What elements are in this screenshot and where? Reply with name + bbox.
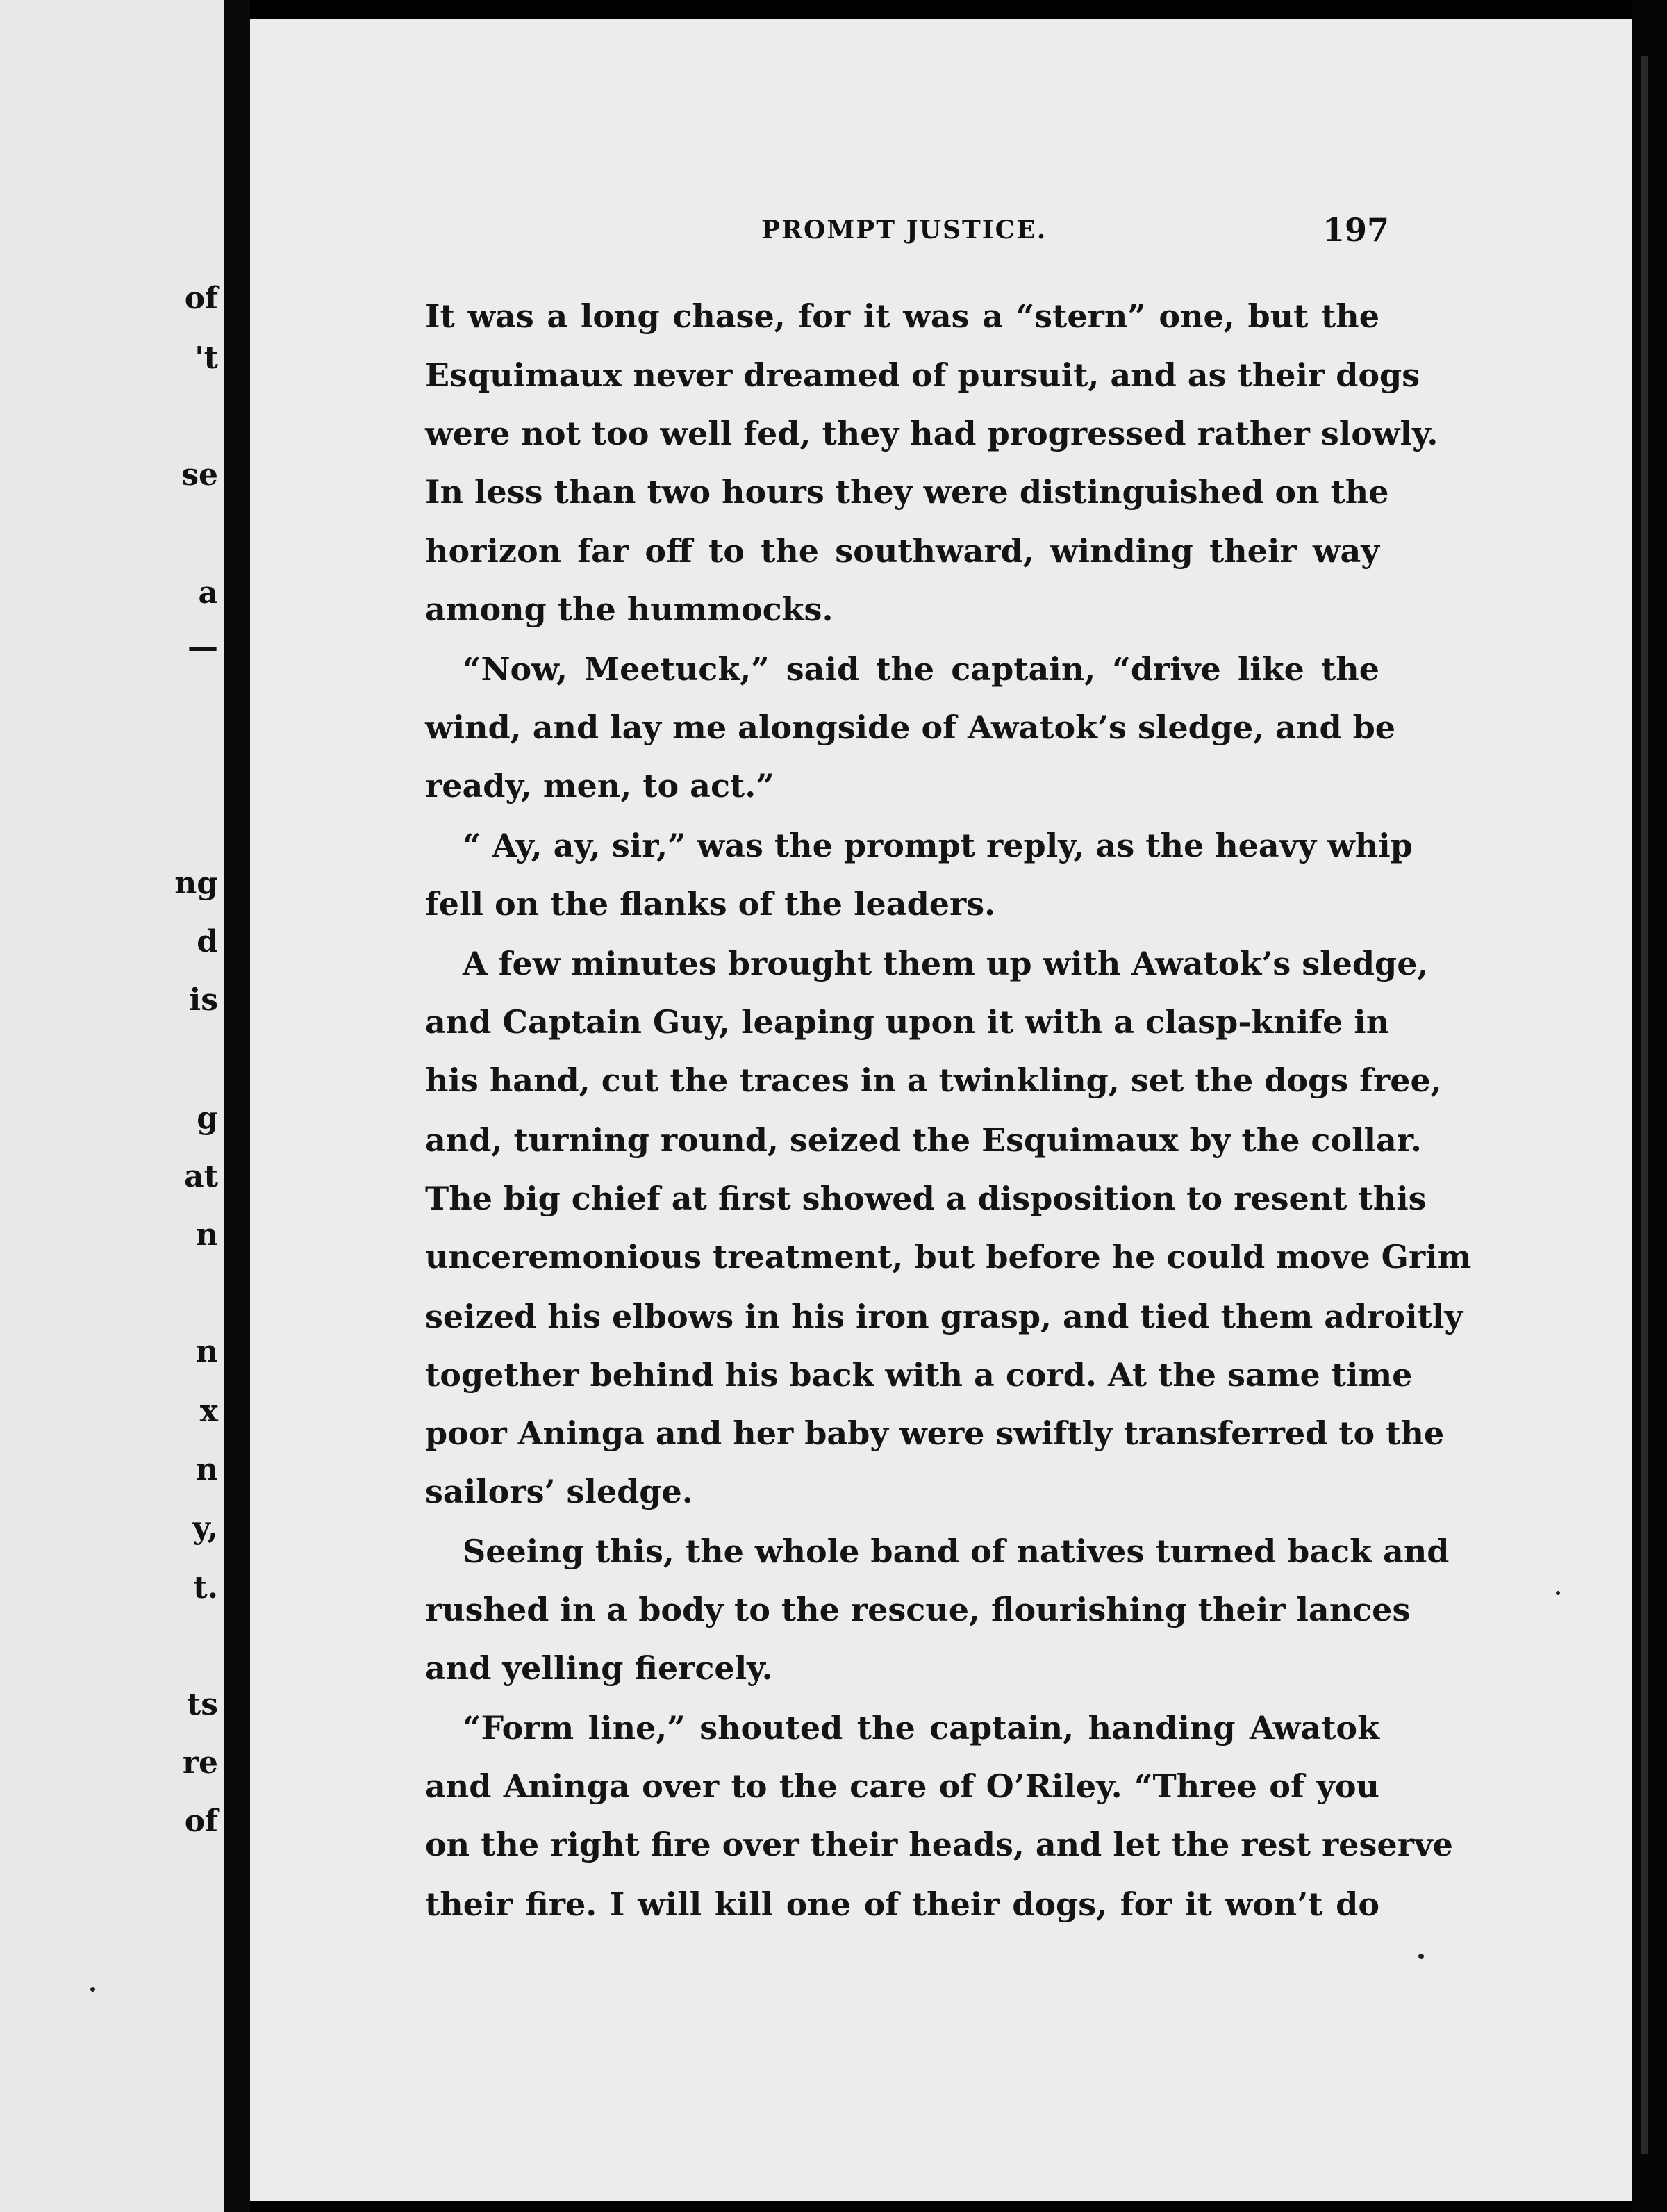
text-line: A few minutes brought them up with Awatok’s sledge, [463, 945, 1429, 982]
left-fragment: ts [186, 1687, 218, 1722]
text-line: among the hummocks. [425, 591, 834, 628]
text-line: wind, and lay me alongside of Awatok’s sledge, and be [425, 709, 1396, 746]
left-fragment: n [196, 1217, 218, 1253]
running-head: PROMPT JUSTICE. [761, 215, 1047, 245]
previous-page-edge [0, 0, 224, 2212]
print-speck [1556, 1591, 1560, 1595]
left-fragment: n [196, 1452, 218, 1487]
text-line: Esquimaux never dreamed of pursuit, and as their dogs [425, 356, 1420, 394]
text-line: “Now, Meetuck,” said the captain, “drive like the [463, 650, 1379, 688]
left-fragment: a [198, 575, 218, 611]
left-fragment: n [196, 1334, 218, 1369]
text-line: sailors’ sledge. [425, 1473, 693, 1510]
left-fragment: g [197, 1100, 218, 1136]
text-line: In less than two hours they were distinguished on the [425, 473, 1389, 511]
left-fragment: 't [194, 340, 218, 376]
text-line: Seeing this, the whole band of natives turned back and [463, 1533, 1450, 1570]
print-speck [1418, 1954, 1424, 1959]
left-fragment: ng [174, 866, 218, 901]
left-fragment: y, [192, 1510, 218, 1546]
text-line: and Aninga over to the care of O’Riley. “Three of you [425, 1767, 1379, 1805]
text-line: their fire. I will kill one of their dogs, for it won’t do [425, 1885, 1379, 1923]
text-line: were not too well fed, they had progressed rather slowly. [425, 415, 1438, 452]
book-gutter [224, 0, 250, 2212]
page-edge-strip [1641, 56, 1648, 2154]
text-line: together behind his back with a cord. At the same time [425, 1356, 1413, 1394]
text-line: his hand, cut the traces in a twinkling, set the dogs free, [425, 1062, 1442, 1099]
text-line: It was a long chase, for it was a “stern” one, but the [425, 297, 1379, 335]
book-page [250, 19, 1632, 2201]
text-line: poor Aninga and her baby were swiftly transferred to the [425, 1414, 1445, 1452]
text-line: fell on the flanks of the leaders. [425, 885, 996, 923]
text-line: ready, men, to act.” [425, 767, 774, 804]
left-fragment: t. [193, 1570, 218, 1606]
text-line: on the right fire over their heads, and let the rest reserve [425, 1826, 1453, 1863]
text-line: and, turning round, seized the Esquimaux by the collar. [425, 1121, 1422, 1159]
text-line: unceremonious treatment, but before he could move Grim [425, 1238, 1472, 1276]
text-line: “ Ay, ay, sir,” was the prompt reply, as the heavy whip [463, 827, 1413, 864]
right-page-edge [1632, 0, 1667, 2212]
text-line: seized his elbows in his iron grasp, and tied them adroitly [425, 1298, 1463, 1335]
text-line: horizon far off to the southward, winding their way [425, 532, 1379, 570]
text-line: rushed in a body to the rescue, flourishing their lances [425, 1591, 1411, 1628]
text-line: and yelling fiercely. [425, 1649, 773, 1687]
left-fragment: d [197, 924, 218, 959]
text-line: The big chief at first showed a disposition to resent this [425, 1180, 1427, 1217]
text-line: and Captain Guy, leaping upon it with a clasp-knife in [425, 1003, 1390, 1041]
left-fragment: re [182, 1745, 218, 1781]
left-fragment: se [181, 457, 218, 493]
text-line: “Form line,” shouted the captain, handing Awatok [463, 1709, 1379, 1747]
left-fragment: of [184, 1804, 218, 1839]
page-number: 197 [1322, 211, 1390, 249]
left-fragment: is [189, 982, 218, 1018]
left-fragment: x [199, 1394, 218, 1429]
left-fragment: of [184, 281, 218, 316]
print-speck [90, 1987, 95, 1992]
left-fragment: at [184, 1159, 218, 1194]
left-fragment: — [188, 629, 218, 665]
